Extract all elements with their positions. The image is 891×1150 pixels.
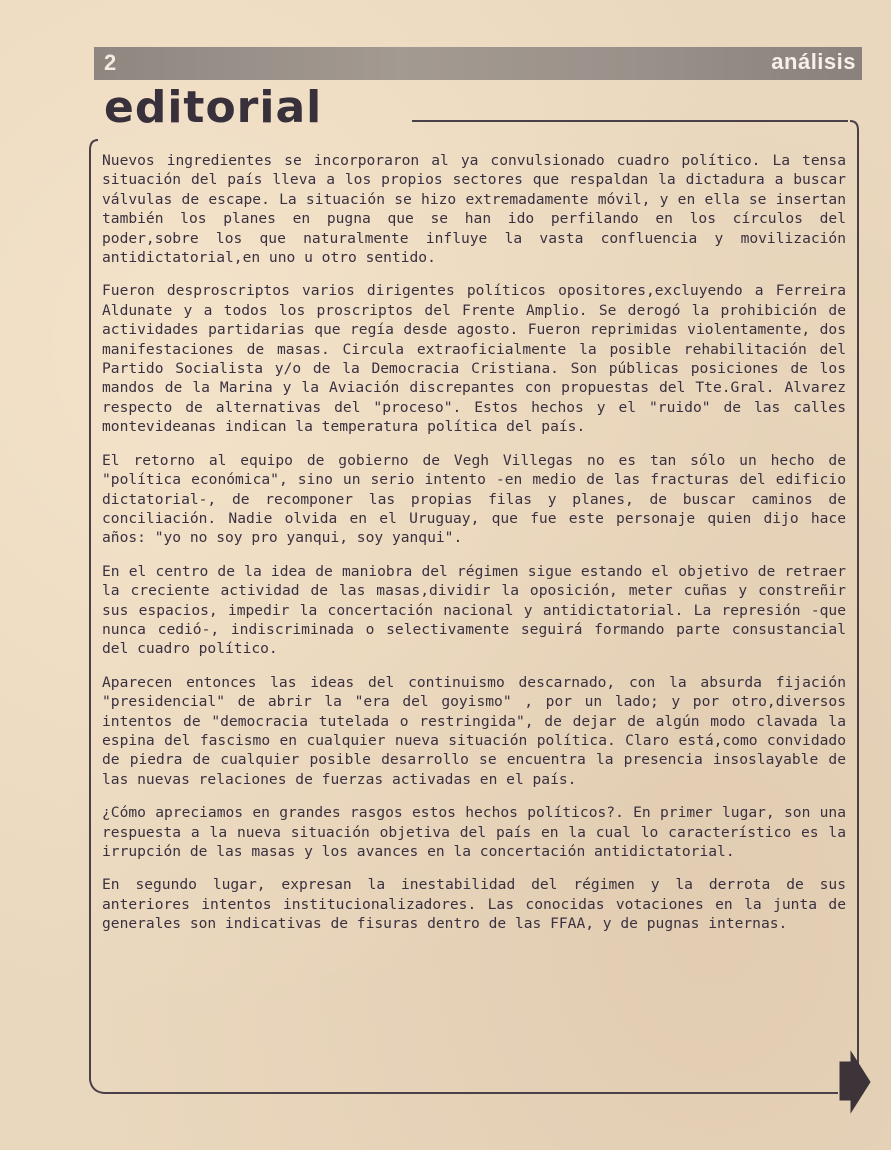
article-title: editorial [104,82,323,133]
paragraph-6: ¿Cómo apreciamos en grandes rasgos estos hechos políticos?. En primer lugar, son una respuesta a la nueva situación objetiva del país en la cual lo característico es la irrupción de las masas y los avances en la concertación antidictatorial. [102,804,846,860]
paragraph-2: Fueron desproscriptos varios dirigentes políticos opositores,excluyendo a Ferreira Aldunate y a todos los proscriptos del Frente Amplio. Se derogó la prohibición de actividades partidarias que regía desde agosto. Fueron reprimidas violentamente, dos manifestaciones de masas. Circula extraoficialmente la posible rehabilitación del Partido Socialista y/o de la Democracia Cristiana. Son públicas posiciones de los mandos de la Marina y la Aviación discrepantes con propuestas del Tte.Gral. Alvarez respecto de alternativas del "proceso". Estos hechos y el "ruido" de las calles montevideanas indican la temperatura política del país. [102,282,846,436]
section-label: análisis [771,49,856,74]
article-body [102,151,846,934]
page-number: 2 [104,50,117,75]
continue-arrow-icon [840,1052,870,1112]
paragraph-5: Aparecen entonces las ideas del continuismo descarnado, con la absurda fijación "presidencial" de abrir la "era del goyismo" , por un lado; y por otro,diversos intentos de "democracia tutelada o restringida", de dejar de algún modo clavada la espina del fascismo en cualquier nueva situación política. Claro está,como convidado de piedra de cualquier posible desarrollo se encuentra la presencia insoslayable de las nuevas relaciones de fuerzas activadas en el país. [102,673,846,788]
paragraph-3: El retorno al equipo de gobierno de Vegh Villegas no es tan sólo un hecho de "política económica", sino un serio intento -en medio de las fracturas del edificio dictatorial-, de recomponer las propias filas y planes, de buscar caminos de conciliación. Nadie olvida en el Uruguay, que fue este personaje quien dijo hace años: "yo no soy pro yanqui, soy yanqui". [102,451,846,547]
paragraph-1: Nuevos ingredientes se incorporaron al ya convulsionado cuadro político. La tensa situación del país lleva a los propios sectores que respaldan la dictadura a buscar válvulas de escape. La situación se hizo extremadamente móvil, y en ella se insertan también los planes en pugna que se han ido perfilando en los círculos del poder,sobre los que naturalmente influye la vasta confluencia y movilización antidictatorial,en uno u otro sentido. [102,152,846,267]
paragraph-4: En el centro de la idea de maniobra del régimen sigue estando el objetivo de retraer la creciente actividad de las masas,dividir la oposición, meter cuñas y constreñir sus espacios, impedir la concertación nacional y antidictatorial. La represión -que nunca cedió-, indiscriminada o selectivamente seguirá formando parte consustancial del cuadro político. [102,562,846,658]
paragraph-7: En segundo lugar, expresan la inestabilidad del régimen y la derrota de sus anteriores intentos institucionalizadores. Las conocidas votaciones en la junta de generales son indicativas de fisuras dentro de las FFAA, y de pugnas internas. [102,876,846,933]
